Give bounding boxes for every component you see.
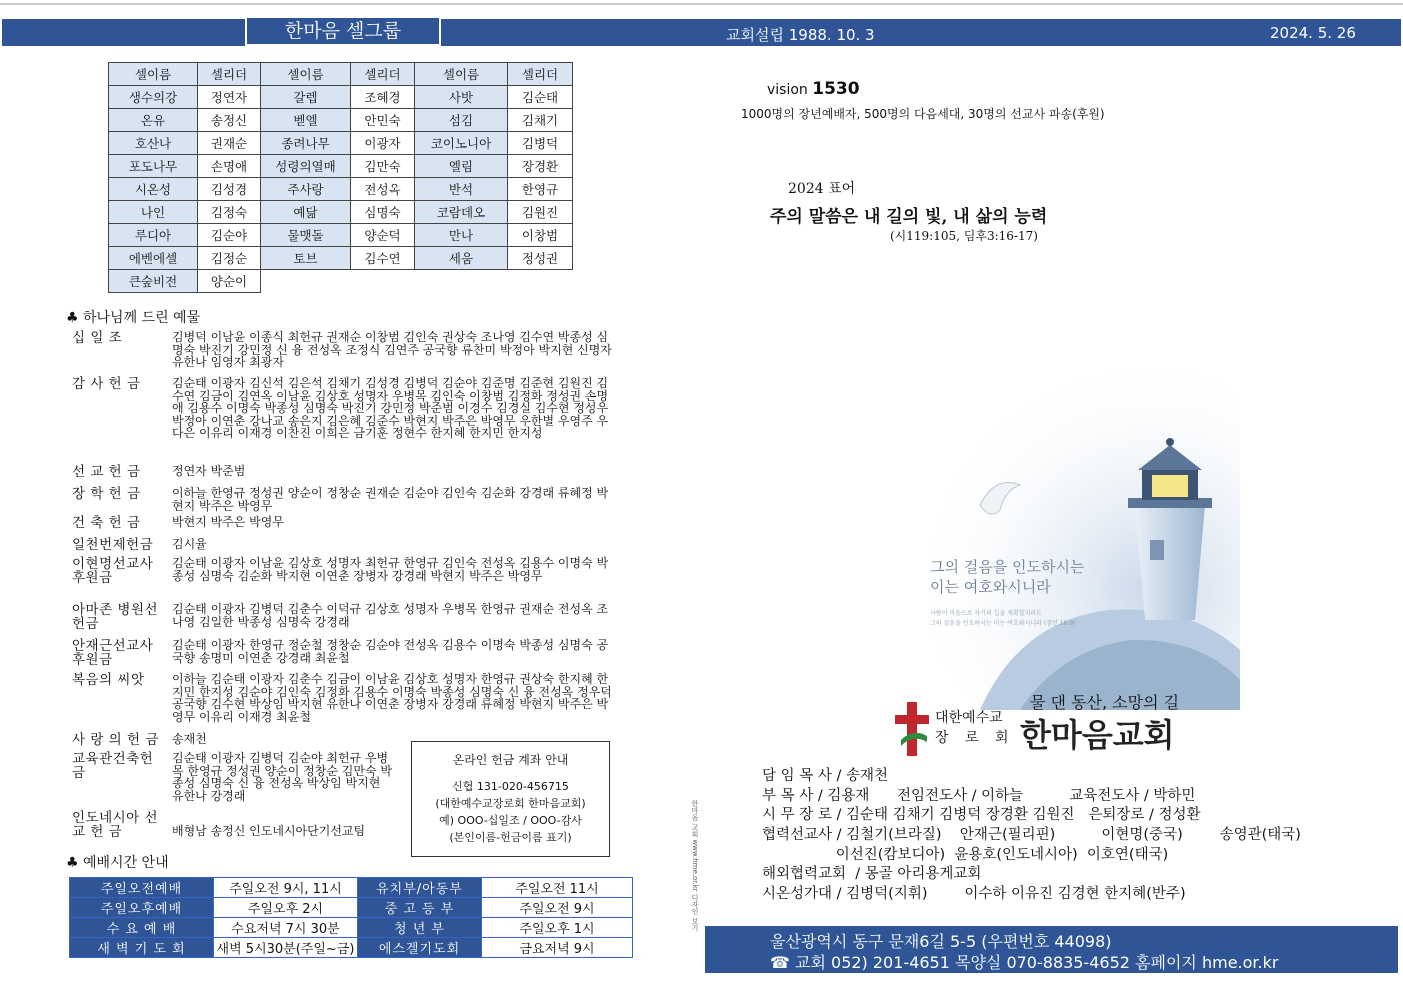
offering-label: 사 랑 의 헌 금 xyxy=(72,732,159,748)
worship-schedule-table xyxy=(69,877,633,958)
staff-line: 시온성가대 / 김병덕(지휘) 이수하 이유진 김경현 한지혜(반주) xyxy=(762,886,1186,902)
founded-date: 교회설립 1988. 10. 3 xyxy=(726,26,875,44)
side-text: 한마음 교회 www.hme.or.kr 디자인 보기 xyxy=(691,800,699,932)
offering-names: 김병덕 이남윤 이종식 최헌규 권재순 이창범 김인숙 권상숙 조나영 김수연 박종성 심명숙 박진기 강민정 신 융 전성옥 조정식 김연주 공국향 류찬미 박정아 박지현 신명자 유한나 임영자 최광자 xyxy=(172,330,612,369)
cell-leader: 김정순 xyxy=(198,247,261,270)
cell-name: 섬김 xyxy=(415,109,508,132)
cell-leader: 정성권 xyxy=(508,247,573,270)
art-verse-small-2: 그의 걸음을 인도하시는 이는 여호와시니라 (잠언 16:9) xyxy=(930,620,1076,627)
table-row xyxy=(109,247,573,270)
cell-leader: 송정신 xyxy=(198,109,261,132)
cell-name: 예닮 xyxy=(261,201,351,224)
cell-leader: 장경환 xyxy=(508,155,573,178)
staff-line: 담 임 목 사 / 송재천 xyxy=(762,768,888,784)
online-line: 신협 131-020-456715 xyxy=(452,780,569,793)
offering-label: 건 축 헌 금 xyxy=(72,515,141,531)
offering-label: 복음의 씨앗 xyxy=(72,672,145,688)
cell-name: 나인 xyxy=(109,201,198,224)
vision-description: 1000명의 장년예배자, 500명의 다음세대, 30명의 선교사 파송(후원) xyxy=(741,107,1105,121)
cell-leader: 조혜경 xyxy=(351,86,415,109)
staff-line: 해외협력교회 / 몽골 아리용게교회 xyxy=(762,866,982,882)
worship-name: 유치부/아동부 xyxy=(358,878,482,898)
cell-leader: 심명숙 xyxy=(351,201,415,224)
group-title: 한마음 셀그룹 xyxy=(245,16,441,46)
cell-name: 종려나무 xyxy=(261,132,351,155)
table-row xyxy=(70,898,633,918)
offering-names: 김순태 이광자 김신석 김은석 김채기 김성경 김병덕 김순야 김준명 김준현 김원진 김수연 김금이 김연옥 이남윤 김상호 성명자 우병목 김인숙 이창범 김정화 정성권 손명애 김용수 이명숙 박종성 심명숙 박진기 강민정 박준범 이경수 김경실 김수현 정성우 박정아 이연춘 강나교 송은지 김은혜 김준수 박현지 박주은 박영무 우한별 우영주 우다은 이유리 이재경 이찬진 이희은 금기훈 정현수 한지혜 한지민 한지성 xyxy=(172,376,609,440)
cell-name: 큰숲비전 xyxy=(109,270,198,293)
staff-line: 협력선교사 / 김철기(브라질) 안재근(필리핀) 이현명(중국) 송영관(태국) xyxy=(762,827,1301,843)
worship-name: 에스겔기도회 xyxy=(358,938,482,958)
online-line: (본인이름-헌금이름 표기) xyxy=(449,831,572,844)
cell-leader: 양순덕 xyxy=(351,224,415,247)
worship-time: 수요저녁 7시 30분 xyxy=(214,918,358,938)
cell-name: 코이노니아 xyxy=(415,132,508,155)
cell-leader: 김정숙 xyxy=(198,201,261,224)
church-name: 한마음교회 xyxy=(1020,716,1175,754)
offering-label: 교육관건축헌금 xyxy=(72,751,154,781)
table-row xyxy=(109,270,573,293)
cell-table-header: 셀이름 xyxy=(109,63,198,86)
cell-name: 생수의강 xyxy=(109,86,198,109)
worship-time: 주일오전 9시 xyxy=(482,898,633,918)
cell-table-header: 셀이름 xyxy=(261,63,351,86)
motto-year: 2024 표어 xyxy=(788,181,856,197)
cell-name: 반석 xyxy=(415,178,508,201)
cell-name: 물맷돌 xyxy=(261,224,351,247)
offering-names: 이하늘 한영규 정성권 양순이 정창순 권재순 김순야 김인숙 김순화 강경래 류혜정 박현지 박주은 박영무 xyxy=(172,486,609,513)
cell-group-table xyxy=(108,62,573,293)
cell-name: 세움 xyxy=(415,247,508,270)
cell-leader: 이광자 xyxy=(351,132,415,155)
table-row xyxy=(70,918,633,938)
table-row xyxy=(70,938,633,958)
offering-section-title: ♣ 하나님께 드린 예물 xyxy=(66,310,201,326)
offering-label: 선 교 헌 금 xyxy=(72,464,141,480)
offering-names: 이하늘 김순태 이광자 김춘수 김금이 이남윤 김상호 성명자 한영규 권상숙 한지혜 한지민 한지성 김순야 김인숙 김정화 김용수 이명숙 박종성 심명숙 신 융 전성옥 정우덕 공국향 김수현 박상임 박지현 유한나 이연춘 장병자 강경래 류혜정 박현지 박주은 박영무 이유리 이재경 최윤철 xyxy=(172,672,612,724)
table-row xyxy=(109,132,573,155)
denomination-line2: 장 로 회 xyxy=(935,730,1015,746)
top-divider xyxy=(0,3,1403,5)
cell-name: 루디아 xyxy=(109,224,198,247)
cell-name: 토브 xyxy=(261,247,351,270)
denomination-line1: 대한예수교 xyxy=(935,710,1003,726)
worship-time: 새벽 5시30분(주일~금) xyxy=(214,938,358,958)
offering-names: 박현지 박주은 박영무 xyxy=(172,515,284,529)
bulletin-date: 2024. 5. 26 xyxy=(1270,24,1356,42)
staff-line: 이선진(캄보디아) 윤용호(인도네시아) 이호연(태국) xyxy=(762,847,1169,863)
cell-leader: 안민숙 xyxy=(351,109,415,132)
church-cross-logo xyxy=(893,700,931,758)
cell-leader: 김원진 xyxy=(508,201,573,224)
worship-time: 금요저녁 9시 xyxy=(482,938,633,958)
cell-name: 엘림 xyxy=(415,155,508,178)
offering-names: 김순태 이광자 김병덕 김춘수 이덕규 김상호 성명자 우병목 한영규 권재순 전성옥 조나영 김일한 박종성 심명숙 강경래 xyxy=(172,602,609,629)
table-row xyxy=(109,201,573,224)
cell-name: 에벤에셀 xyxy=(109,247,198,270)
denomination xyxy=(935,708,1014,748)
table-row xyxy=(109,224,573,247)
motto-reference: (시119:105, 딤후3:16-17) xyxy=(890,229,1038,243)
offering-label: 안재근선교사 후원금 xyxy=(72,638,154,668)
worship-name: 주일오전예배 xyxy=(70,878,214,898)
table-row xyxy=(70,878,633,898)
header-bar xyxy=(2,19,1401,46)
worship-name: 주일오후예배 xyxy=(70,898,214,918)
cell-leader: 김병덕 xyxy=(508,132,573,155)
motto-text: 주의 말씀은 내 길의 빛, 내 삶의 능력 xyxy=(770,207,1048,227)
online-line: (대한예수교장로회 한마음교회) xyxy=(435,797,586,810)
cell-leader: 김채기 xyxy=(508,109,573,132)
worship-time: 주일오후 2시 xyxy=(214,898,358,918)
cell-table-header: 셀리더 xyxy=(198,63,261,86)
vision-number: 1530 xyxy=(812,79,860,99)
cell-leader: 김만숙 xyxy=(351,155,415,178)
offering-label: 인도네시아 선 교 헌 금 xyxy=(72,810,159,840)
offering-label: 아마존 병원선헌금 xyxy=(72,602,159,632)
cell-table-header: 셀이름 xyxy=(415,63,508,86)
offering-names: 송재천 xyxy=(172,732,207,746)
worship-time: 주일오전 9시, 11시 xyxy=(214,878,358,898)
cell-leader: 전성옥 xyxy=(351,178,415,201)
cell-leader: 권재순 xyxy=(198,132,261,155)
cell-leader: 이창범 xyxy=(508,224,573,247)
cell-leader: 양순이 xyxy=(198,270,261,293)
vision-label: vision xyxy=(767,82,808,98)
cell-name: 사밧 xyxy=(415,86,508,109)
table-row xyxy=(109,178,573,201)
cell-name: 온유 xyxy=(109,109,198,132)
church-slogan: 물 댄 동산, 소망의 길 xyxy=(1030,693,1180,712)
offering-names: 정연자 박준범 xyxy=(172,464,246,478)
cell-name: 시온성 xyxy=(109,178,198,201)
offering-names: 김시율 xyxy=(172,537,207,551)
cell-table-header: 셀리더 xyxy=(351,63,415,86)
offering-label: 장 학 헌 금 xyxy=(72,486,141,502)
worship-time: 주일오전 11시 xyxy=(482,878,633,898)
online-offering-box xyxy=(411,741,610,857)
art-verse-line1: 그의 걸음을 인도하시는 xyxy=(930,558,1085,576)
offering-names: 김순태 이광자 이남윤 김상호 성명자 최헌규 한영규 김인숙 전성옥 김용수 이명숙 박종성 심명숙 김순화 박지현 이연춘 장병자 강경래 박현지 박주은 박영무 xyxy=(172,556,609,583)
offering-label: 감 사 헌 금 xyxy=(72,376,141,392)
offering-label: 십 일 조 xyxy=(72,330,123,346)
cell-name: 호산나 xyxy=(109,132,198,155)
lighthouse-illustration xyxy=(860,320,1240,710)
cell-leader: 손명애 xyxy=(198,155,261,178)
online-offering-title: 온라인 헌금 계좌 안내 xyxy=(452,753,569,767)
art-verse-small-1: 사람이 마음으로 자기의 길을 계획할지라도 xyxy=(930,610,1042,617)
worship-time: 주일오후 1시 xyxy=(482,918,633,938)
worship-name: 중 고 등 부 xyxy=(358,898,482,918)
worship-name: 새 벽 기 도 회 xyxy=(70,938,214,958)
vision xyxy=(767,79,860,99)
cell-leader: 한영규 xyxy=(508,178,573,201)
cell-leader: 김순야 xyxy=(198,224,261,247)
church-contact: ☎ 교회 052) 201-4651 목양실 070-8835-4652 홈페이지 hme.or.kr xyxy=(770,953,1279,972)
offering-names: 배형남 송정신 인도네시아단기선교팀 xyxy=(172,824,366,838)
worship-name: 수 요 예 배 xyxy=(70,918,214,938)
cell-leader: 김성경 xyxy=(198,178,261,201)
cell-name: 만나 xyxy=(415,224,508,247)
offering-label: 일천번제헌금 xyxy=(72,537,154,553)
cell-leader: 김수연 xyxy=(351,247,415,270)
table-row xyxy=(109,155,573,178)
cell-leader: 김순태 xyxy=(508,86,573,109)
cell-name: 벧엘 xyxy=(261,109,351,132)
cell-table-header: 셀리더 xyxy=(508,63,573,86)
art-verse-line2: 이는 여호와시니라 xyxy=(930,578,1051,596)
cell-name: 코람데오 xyxy=(415,201,508,224)
offering-names: 김순태 이광자 한영규 정순철 정창순 김순야 전성옥 김용수 이명숙 박종성 심명숙 공국향 송명미 이연춘 강경래 최윤철 xyxy=(172,638,609,665)
offering-label: 이현명선교사 후원금 xyxy=(72,556,154,586)
cell-name: 갈렙 xyxy=(261,86,351,109)
staff-line: 시 무 장 로 / 김순태 김채기 김병덕 장경환 김원진 은퇴장로 / 정성환 xyxy=(762,807,1201,823)
table-row xyxy=(109,109,573,132)
worship-name: 청 년 부 xyxy=(358,918,482,938)
table-row xyxy=(109,86,573,109)
offering-names: 김순태 이광자 김병덕 김순야 최헌규 우병목 한영규 정성권 양순이 정창순 김만숙 박종성 심명숙 신 융 전성옥 박상임 박지현 유한나 강경래 xyxy=(172,751,392,803)
cell-name: 성령의열매 xyxy=(261,155,351,178)
church-address: 울산광역시 동구 문재6길 5-5 (우편번호 44098) xyxy=(770,932,1112,951)
worship-section-title: ♣ 예배시간 안내 xyxy=(66,855,169,871)
staff-line: 부 목 사 / 김용재 전임전도사 / 이하늘 교육전도사 / 박하민 xyxy=(762,788,1196,804)
cell-leader: 정연자 xyxy=(198,86,261,109)
online-line: 예) OOO-십일조 / OOO-감사 xyxy=(439,814,582,827)
cell-name: 주사랑 xyxy=(261,178,351,201)
cell-name: 포도나무 xyxy=(109,155,198,178)
